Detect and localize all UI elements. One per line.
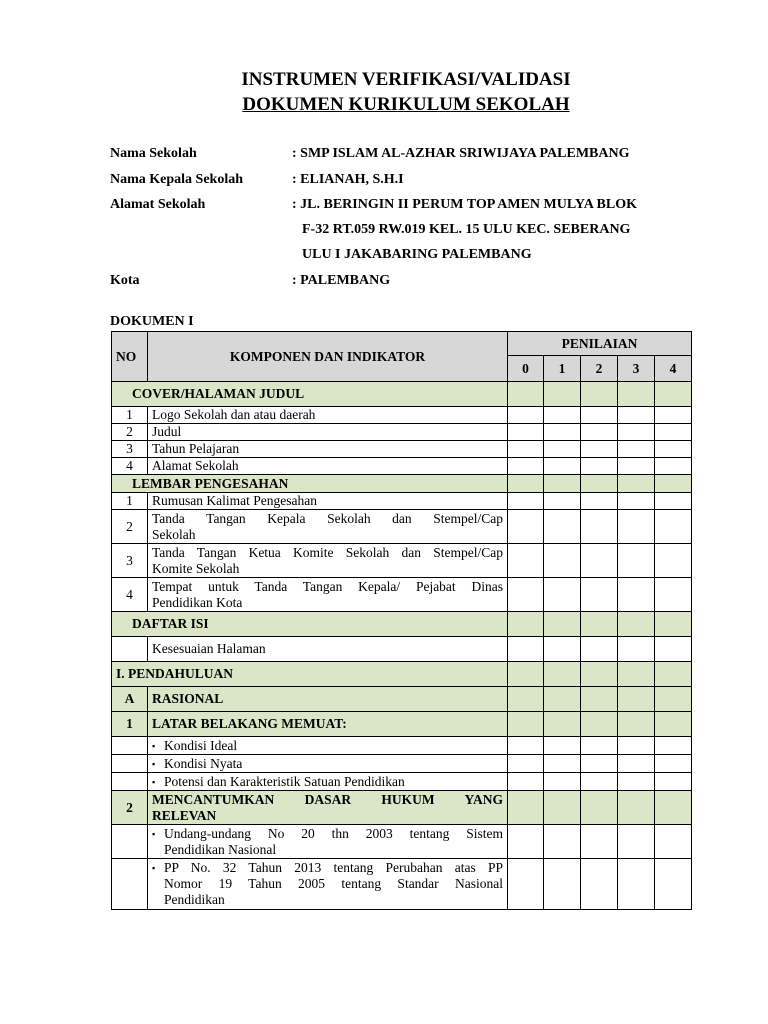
table-row xyxy=(112,510,692,544)
score-cell[interactable] xyxy=(508,510,544,544)
table-row xyxy=(112,458,692,475)
bullet-text: Pendidikan Nasional xyxy=(164,841,277,857)
score-cell[interactable] xyxy=(618,773,655,791)
score-cell[interactable] xyxy=(655,407,692,424)
row-indicator: Rumusan Kalimat Pengesahan xyxy=(148,493,508,510)
address-value-line2: F-32 RT.059 RW.019 KEL. 15 ULU KEC. SEBERANG xyxy=(302,222,631,237)
score-cell[interactable] xyxy=(581,544,618,578)
row-no: 4 xyxy=(112,458,148,475)
row-indicator: Judul xyxy=(148,424,508,441)
row-indicator xyxy=(148,825,508,859)
score-cell[interactable] xyxy=(508,578,544,612)
score-4: 4 xyxy=(655,356,692,382)
score-cell[interactable] xyxy=(655,424,692,441)
table-row xyxy=(112,737,692,755)
score-cell[interactable] xyxy=(618,424,655,441)
score-cell[interactable] xyxy=(655,510,692,544)
principal-label: Nama Kepala Sekolah xyxy=(110,172,244,187)
row-no xyxy=(112,859,148,910)
score-cell[interactable] xyxy=(581,737,618,755)
row-indicator xyxy=(148,578,508,612)
subsection-dasar-line: RELEVAN xyxy=(152,807,217,823)
row-no xyxy=(112,737,148,755)
row-indicator-line: Tanda Tangan Ketua Komite Sekolah dan Stempel/Cap xyxy=(152,544,503,560)
score-cell[interactable] xyxy=(508,458,544,475)
score-1: 1 xyxy=(544,356,581,382)
score-cell[interactable] xyxy=(618,441,655,458)
score-cell[interactable] xyxy=(581,637,618,662)
score-cell[interactable] xyxy=(544,458,581,475)
score-cell[interactable] xyxy=(544,737,581,755)
score-cell[interactable] xyxy=(508,441,544,458)
score-cell[interactable] xyxy=(618,859,655,910)
header-score: PENILAIAN xyxy=(508,332,692,356)
row-no xyxy=(112,825,148,859)
bullet-text: Kondisi Nyata xyxy=(164,755,243,771)
row-indicator xyxy=(148,737,508,755)
score-cell[interactable] xyxy=(508,755,544,773)
row-no: A xyxy=(112,687,148,712)
score-cell[interactable] xyxy=(544,493,581,510)
table-row xyxy=(112,441,692,458)
row-indicator-line: Tempat untuk Tanda Tangan Kepala/ Pejabat Dinas xyxy=(152,578,503,594)
row-indicator: Alamat Sekolah xyxy=(148,458,508,475)
score-cell[interactable] xyxy=(544,637,581,662)
score-cell[interactable] xyxy=(544,424,581,441)
score-cell[interactable] xyxy=(508,493,544,510)
bullet-text: Undang-undang No 20 thn 2003 tentang Sistem xyxy=(164,825,503,841)
address-value-line1: : JL. BERINGIN II PERUM TOP AMEN MULYA BLOK xyxy=(292,197,638,212)
score-cell[interactable] xyxy=(544,578,581,612)
subsection-dasar xyxy=(148,791,508,825)
subsection-row xyxy=(112,791,692,825)
score-cell[interactable] xyxy=(581,510,618,544)
address-value-line3: ULU I JAKABARING PALEMBANG xyxy=(302,247,532,262)
row-no: 2 xyxy=(112,510,148,544)
row-no xyxy=(112,637,148,662)
section-row xyxy=(112,662,692,687)
subsection-row xyxy=(112,687,692,712)
score-cell[interactable] xyxy=(655,859,692,910)
score-cell[interactable] xyxy=(508,737,544,755)
score-cell[interactable] xyxy=(655,755,692,773)
score-cell[interactable] xyxy=(544,510,581,544)
bullet-text: Pendidikan xyxy=(164,892,225,907)
score-cell[interactable] xyxy=(618,737,655,755)
score-cell[interactable] xyxy=(618,578,655,612)
score-cell[interactable] xyxy=(544,825,581,859)
bullet-icon: ▪ xyxy=(152,776,156,787)
score-cell[interactable] xyxy=(581,773,618,791)
table-row xyxy=(112,825,692,859)
table-row xyxy=(112,773,692,791)
subsection-row xyxy=(112,712,692,737)
row-indicator-line: Pendidikan Kota xyxy=(152,594,243,610)
subsection-rasional: RASIONAL xyxy=(148,687,508,712)
score-cell[interactable] xyxy=(655,493,692,510)
table-row xyxy=(112,493,692,510)
bullet-icon: ▪ xyxy=(152,758,156,769)
table-row xyxy=(112,637,692,662)
score-cell[interactable] xyxy=(618,493,655,510)
row-no: 2 xyxy=(112,424,148,441)
bullet-text: Nomor 19 Tahun 2005 tentang Standar Nasional xyxy=(164,876,503,891)
bullet-icon: ▪ xyxy=(152,863,156,873)
section-pengesahan: LEMBAR PENGESAHAN xyxy=(112,475,508,493)
score-cell[interactable] xyxy=(508,773,544,791)
row-indicator xyxy=(148,510,508,544)
score-cell[interactable] xyxy=(581,755,618,773)
score-cell[interactable] xyxy=(544,544,581,578)
row-indicator: Tahun Pelajaran xyxy=(148,441,508,458)
row-indicator: Kesesuaian Halaman xyxy=(148,637,508,662)
score-cell[interactable] xyxy=(655,578,692,612)
table-row xyxy=(112,859,692,910)
principal-value: : ELIANAH, S.H.I xyxy=(292,172,404,187)
school-name-value: : SMP ISLAM AL-AZHAR SRIWIJAYA PALEMBANG xyxy=(292,146,630,161)
row-indicator xyxy=(148,544,508,578)
subsection-latar: LATAR BELAKANG MEMUAT: xyxy=(148,712,508,737)
address-label: Alamat Sekolah xyxy=(110,197,206,212)
section-row xyxy=(112,382,692,407)
score-cell[interactable] xyxy=(655,737,692,755)
score-cell[interactable] xyxy=(508,637,544,662)
score-cell[interactable] xyxy=(618,407,655,424)
score-cell[interactable] xyxy=(618,755,655,773)
bullet-icon: ▪ xyxy=(152,828,156,839)
score-cell[interactable] xyxy=(581,578,618,612)
section-cover: COVER/HALAMAN JUDUL xyxy=(112,382,508,407)
section-row xyxy=(112,475,692,493)
header-no: NO xyxy=(112,332,148,382)
row-no: 2 xyxy=(112,791,148,825)
bullet-text: Potensi dan Karakteristik Satuan Pendidikan xyxy=(164,773,405,789)
table-row xyxy=(112,755,692,773)
score-cell[interactable] xyxy=(581,859,618,910)
document-title: INSTRUMEN VERIFIKASI/VALIDASI xyxy=(241,69,571,90)
row-indicator xyxy=(148,773,508,791)
score-cell[interactable] xyxy=(508,859,544,910)
row-no: 1 xyxy=(112,493,148,510)
row-indicator xyxy=(148,755,508,773)
score-cell[interactable] xyxy=(655,544,692,578)
bullet-text: Kondisi Ideal xyxy=(164,737,238,753)
bullet-text: PP No. 32 Tahun 2013 tentang Perubahan atas PP xyxy=(164,860,503,875)
score-cell[interactable] xyxy=(618,458,655,475)
score-cell[interactable] xyxy=(508,544,544,578)
score-cell[interactable] xyxy=(618,544,655,578)
row-no: 3 xyxy=(112,544,148,578)
score-cell[interactable] xyxy=(508,424,544,441)
section-pendahuluan: I. PENDAHULUAN xyxy=(112,662,508,687)
section-row xyxy=(112,612,692,637)
score-cell[interactable] xyxy=(581,458,618,475)
score-cell[interactable] xyxy=(581,441,618,458)
section-daftar-isi: DAFTAR ISI xyxy=(112,612,508,637)
table-row xyxy=(112,578,692,612)
score-cell[interactable] xyxy=(655,825,692,859)
table-row xyxy=(112,424,692,441)
subsection-dasar-line: MENCANTUMKAN DASAR HUKUM YANG xyxy=(152,791,503,807)
score-cell[interactable] xyxy=(655,637,692,662)
score-2: 2 xyxy=(581,356,618,382)
score-cell[interactable] xyxy=(544,441,581,458)
document-subtitle: DOKUMEN KURIKULUM SEKOLAH xyxy=(242,94,570,115)
header-component: KOMPONEN DAN INDIKATOR xyxy=(148,332,508,382)
table-header-row xyxy=(112,332,692,356)
score-3: 3 xyxy=(618,356,655,382)
score-cell[interactable] xyxy=(544,755,581,773)
table-row xyxy=(112,407,692,424)
bullet-icon: ▪ xyxy=(152,740,156,751)
score-cell[interactable] xyxy=(581,424,618,441)
score-cell[interactable] xyxy=(544,773,581,791)
score-cell[interactable] xyxy=(655,458,692,475)
score-cell[interactable] xyxy=(655,773,692,791)
row-indicator: Logo Sekolah dan atau daerah xyxy=(148,407,508,424)
score-cell[interactable] xyxy=(544,407,581,424)
school-name-label: Nama Sekolah xyxy=(110,146,197,161)
row-no: 4 xyxy=(112,578,148,612)
table-row xyxy=(112,544,692,578)
score-cell[interactable] xyxy=(618,825,655,859)
score-cell[interactable] xyxy=(581,407,618,424)
row-no: 3 xyxy=(112,441,148,458)
row-indicator-line: Tanda Tangan Kepala Sekolah dan Stempel/Cap xyxy=(152,510,503,526)
row-indicator-line: Komite Sekolah xyxy=(152,560,240,576)
score-cell[interactable] xyxy=(508,825,544,859)
row-no xyxy=(112,755,148,773)
row-no: 1 xyxy=(112,712,148,737)
score-0: 0 xyxy=(508,356,544,382)
row-no xyxy=(112,773,148,791)
row-no: 1 xyxy=(112,407,148,424)
city-value: : PALEMBANG xyxy=(292,273,391,288)
score-cell[interactable] xyxy=(618,637,655,662)
score-cell[interactable] xyxy=(581,825,618,859)
score-cell[interactable] xyxy=(508,407,544,424)
score-cell[interactable] xyxy=(655,441,692,458)
score-cell[interactable] xyxy=(618,510,655,544)
score-cell[interactable] xyxy=(544,859,581,910)
document-label: DOKUMEN I xyxy=(110,314,194,329)
score-cell[interactable] xyxy=(581,493,618,510)
assessment-table xyxy=(111,331,692,910)
row-indicator-line: Sekolah xyxy=(152,526,196,542)
row-indicator xyxy=(148,859,508,910)
city-label: Kota xyxy=(110,273,140,288)
